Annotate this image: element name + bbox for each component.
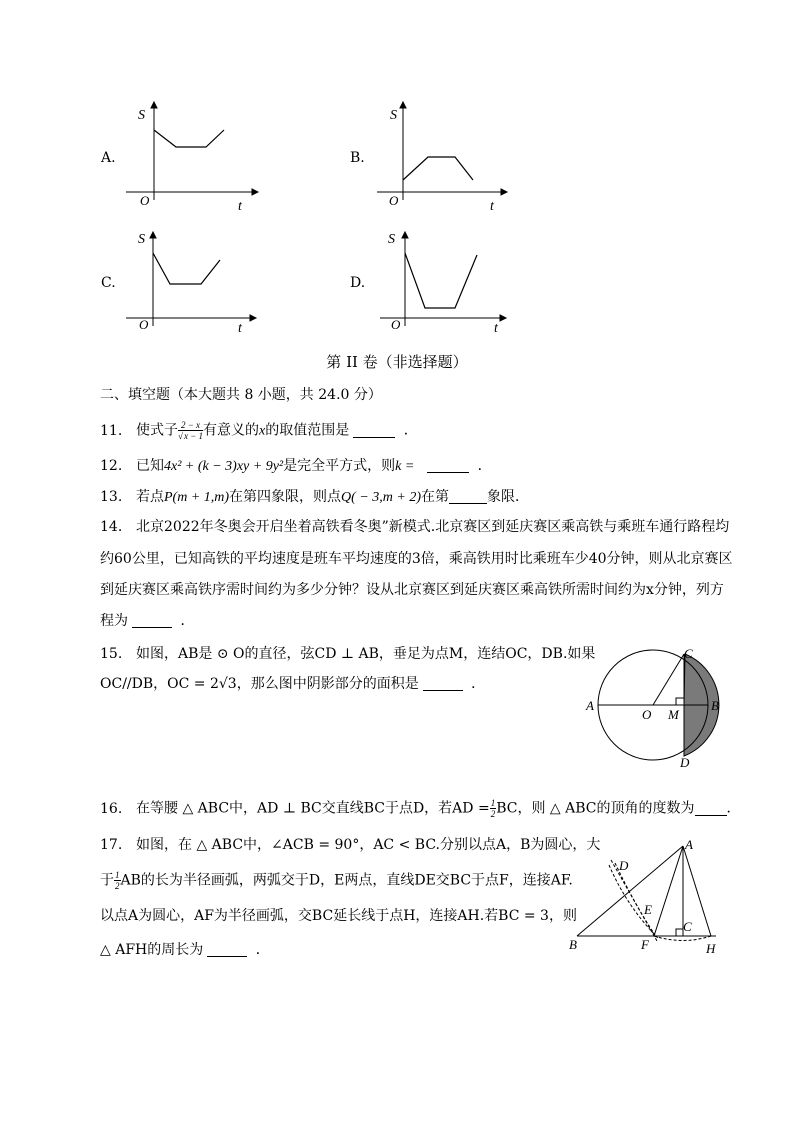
svg-text:B: B	[711, 698, 719, 713]
graph-line	[403, 157, 473, 180]
answer-blank[interactable]	[449, 488, 487, 504]
option-d-graph	[376, 228, 516, 340]
axis-x-label: t	[494, 321, 498, 336]
svg-text:A: A	[586, 698, 594, 713]
svg-text:H: H	[706, 941, 716, 956]
answer-blank[interactable]	[353, 422, 395, 438]
triangle-figure	[565, 835, 735, 960]
option-c-label: C.	[101, 275, 116, 291]
question-14-line-2: 约60公里，已知高铁的平均速度是班车平均速度的3倍，乘高铁用时比乘班车少40分钟，则从北京赛区	[100, 551, 733, 567]
axis-y-label: S	[138, 108, 145, 123]
question-17-line-3: 以点A为圆心，AF为半径画弧，交BC延长线于点H，连接AH.若BC = 3，则	[100, 908, 577, 924]
svg-text:E: E	[644, 902, 652, 917]
option-a-label: A.	[101, 150, 116, 166]
axis-x-label: t	[238, 321, 242, 336]
origin-label: O	[389, 193, 399, 208]
origin-label: O	[391, 317, 401, 332]
origin-label: O	[139, 317, 149, 332]
origin-label: O	[140, 193, 150, 208]
answer-blank[interactable]	[423, 675, 463, 691]
graph-line	[405, 253, 477, 308]
part-title: 二、填空题（本大题共 8 小题，共 24.0 分）	[100, 387, 382, 403]
graph-line	[154, 130, 224, 147]
answer-blank[interactable]	[132, 612, 172, 628]
question-14-line-3: 到延庆赛区乘高铁序需时间约为多少分钟？设从北京赛区到延庆赛区乘高铁所需时间约为x分钟，列方	[100, 582, 724, 598]
svg-text:B: B	[569, 937, 577, 952]
answer-blank[interactable]	[427, 457, 469, 473]
answer-blank[interactable]	[207, 941, 247, 957]
question-14: 14. 北京2022年冬奥会开启坐着高铁看冬奥”新模式.北京赛区到延庆赛区乘高铁与乘班车通行路程均	[100, 519, 730, 535]
axes	[126, 102, 258, 200]
axis-x-label: t	[238, 199, 242, 214]
circle-figure	[580, 640, 730, 770]
question-16: 16. 在等腰 △ ABC中，AD ⊥ BC交直线BC于点D，若AD = $\frac{1}{2}$ BC，则 △ ABC的顶角的度数为 ．	[100, 798, 741, 819]
svg-text:A: A	[685, 837, 693, 852]
question-13: 13. 若点P(m + 1,m)在第四象限，则点Q( − 3,m + 2)在第 象限．	[100, 489, 529, 505]
question-15-line-2: OC//DB，OC = 2√3，那么图中阴影部分的面积是 ．	[100, 676, 486, 692]
svg-text:C: C	[683, 919, 692, 934]
svg-text:C: C	[684, 646, 693, 661]
svg-text:M: M	[668, 707, 679, 722]
question-14-line-4: 程为 ．	[100, 613, 195, 629]
option-d-label: D.	[350, 275, 366, 291]
axis-y-label: S	[388, 232, 395, 247]
option-b-graph	[373, 100, 513, 215]
question-17-line-2: 于 $\frac{1}{2}$ AB的长为半径画弧，两弧交于D，E两点，直线DE交BC于点F，连接AF.	[100, 870, 573, 891]
svg-text:F: F	[641, 937, 649, 952]
axis-y-label: S	[390, 108, 397, 123]
axis-y-label: S	[138, 232, 145, 247]
svg-text:O: O	[642, 707, 652, 722]
svg-text:D: D	[619, 858, 629, 873]
question-11: 11. 使式子 $\frac{2 - x}{√x - 1}$ 有意义的x的取值范围是 ．	[100, 420, 418, 441]
option-b-label: B.	[350, 150, 365, 166]
graph-line	[153, 253, 220, 284]
question-17: 17. 如图，在 △ ABC中，∠ACB = 90°，AC < BC.分别以点A，B为圆心，大	[100, 837, 601, 853]
axis-x-label: t	[490, 199, 494, 214]
answer-blank[interactable]	[695, 800, 727, 816]
question-12: 12. 已知4x² + (k − 3)xy + 9y²是完全平方式，则k = ．	[100, 458, 492, 474]
option-a-graph	[122, 100, 262, 215]
section-title: 第 II 卷（非选择题）	[326, 353, 468, 371]
svg-text:D: D	[680, 755, 690, 770]
question-15: 15. 如图，AB是 ⊙ O的直径，弦CD ⊥ AB，垂足为点M，连结OC，DB.如果	[100, 646, 596, 662]
question-17-line-4: △ AFH的周长为 ．	[100, 942, 270, 958]
option-c-graph	[122, 228, 262, 340]
